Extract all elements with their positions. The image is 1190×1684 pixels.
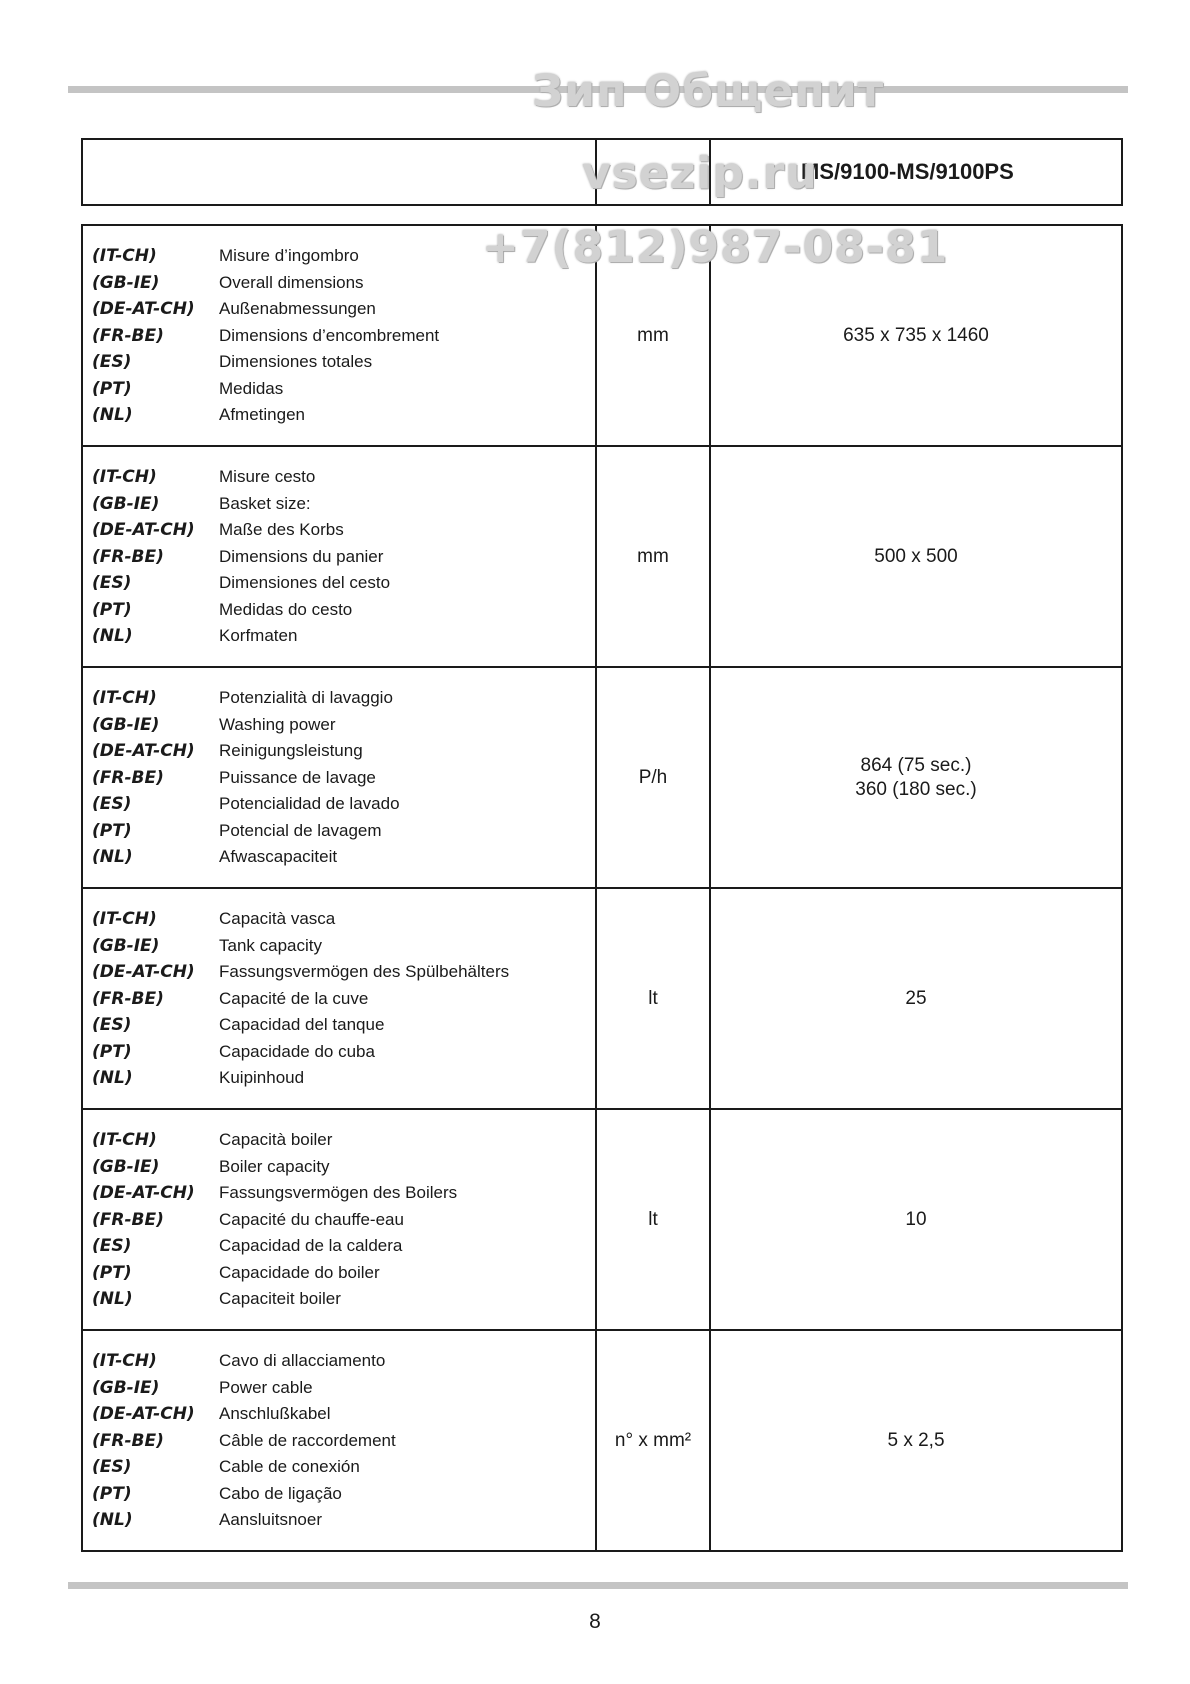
spec-label: Capacità vasca xyxy=(219,909,336,928)
language-code: (FR-BE) xyxy=(92,546,164,567)
language-code: (NL) xyxy=(92,1289,133,1309)
spec-value-cell xyxy=(710,888,1122,1109)
spec-label: Câble de raccordement xyxy=(219,1430,396,1450)
label-line xyxy=(92,1153,595,1180)
label-line xyxy=(92,985,595,1012)
spec-label: Tank capacity xyxy=(219,935,322,955)
label-line xyxy=(92,490,595,517)
label-line xyxy=(92,906,595,933)
language-code: (PT) xyxy=(92,599,132,620)
label-line xyxy=(92,817,595,844)
spec-labels xyxy=(82,446,596,667)
spec-row xyxy=(82,1330,1122,1551)
spec-label: Dimensiones del cesto xyxy=(219,573,391,592)
spec-label: Anschlußkabel xyxy=(219,1404,331,1423)
label-line xyxy=(92,764,595,791)
label-line xyxy=(92,791,595,818)
language-code: (FR-BE) xyxy=(92,1209,164,1230)
spec-label: Misure d’ingombro xyxy=(219,246,359,265)
language-code: (GB-IE) xyxy=(92,935,160,956)
label-line xyxy=(92,322,595,349)
label-line xyxy=(92,543,595,570)
spec-label: Capacité du chauffe-eau xyxy=(219,1209,404,1229)
spec-labels xyxy=(82,1330,596,1551)
language-code: (ES) xyxy=(92,794,132,814)
spec-labels xyxy=(82,1109,596,1330)
label-line xyxy=(92,1206,595,1233)
bottom-rule xyxy=(68,1582,1128,1589)
language-code: (ES) xyxy=(92,573,132,593)
label-line xyxy=(92,711,595,738)
spec-value-cell xyxy=(710,667,1122,888)
spec-label: Washing power xyxy=(219,714,336,734)
label-line xyxy=(92,1180,595,1207)
language-code: (PT) xyxy=(92,378,132,399)
label-line xyxy=(92,623,595,650)
spec-label: Boiler capacity xyxy=(219,1156,330,1176)
label-line xyxy=(92,932,595,959)
spec-label: Capacité de la cuve xyxy=(219,988,369,1008)
language-code: (ES) xyxy=(92,352,132,372)
spec-value: 864 (75 sec.) xyxy=(860,754,972,776)
label-line xyxy=(92,375,595,402)
spec-unit: n° x mm² xyxy=(596,1330,710,1551)
label-line xyxy=(92,1427,595,1454)
label-line xyxy=(92,738,595,765)
spec-label: Dimensions du panier xyxy=(219,546,384,566)
language-code: (NL) xyxy=(92,1068,133,1088)
language-code: (DE-AT-CH) xyxy=(92,962,195,982)
spec-label: Power cable xyxy=(219,1377,313,1397)
label-line xyxy=(92,844,595,871)
spec-label: Fassungsvermögen des Spülbehälters xyxy=(219,962,510,981)
header-empty-cell xyxy=(82,139,596,205)
label-line xyxy=(92,1454,595,1481)
language-code: (ES) xyxy=(92,1015,132,1035)
spec-value-cell xyxy=(710,446,1122,667)
language-code: (NL) xyxy=(92,626,133,646)
spec-value: 500 x 500 xyxy=(874,545,958,567)
spec-label: Afwascapaciteit xyxy=(219,847,338,866)
spec-row xyxy=(82,888,1122,1109)
spec-value: 25 xyxy=(905,987,927,1009)
spec-value: 5 x 2,5 xyxy=(887,1429,945,1451)
language-code: (GB-IE) xyxy=(92,272,160,293)
label-line xyxy=(92,1286,595,1313)
label-line xyxy=(92,959,595,986)
spec-label: Potencial de lavagem xyxy=(219,820,382,840)
watermark-line-1: Зип Общепит xyxy=(532,66,885,117)
label-line xyxy=(92,517,595,544)
label-line xyxy=(92,1480,595,1507)
label-line xyxy=(92,685,595,712)
spec-unit: mm xyxy=(596,446,710,667)
language-code: (PT) xyxy=(92,1262,132,1283)
language-code: (NL) xyxy=(92,1510,133,1530)
spec-value: 10 xyxy=(905,1208,927,1230)
watermark-line-2: vsezip.ru xyxy=(582,148,818,199)
spec-label: Kuipinhoud xyxy=(219,1068,305,1087)
specs-table xyxy=(81,224,1123,1552)
label-line xyxy=(92,349,595,376)
spec-label: Afmetingen xyxy=(219,405,305,424)
spec-label: Potenzialità di lavaggio xyxy=(219,688,393,707)
language-code: (DE-AT-CH) xyxy=(92,299,195,319)
spec-value-cell xyxy=(710,1330,1122,1551)
spec-row xyxy=(82,667,1122,888)
language-code: (NL) xyxy=(92,847,133,867)
label-line xyxy=(92,269,595,296)
spec-labels xyxy=(82,888,596,1109)
page-number: 8 xyxy=(589,1610,601,1633)
spec-label: Cavo di allacciamento xyxy=(219,1351,386,1370)
spec-label: Aansluitsnoer xyxy=(219,1510,323,1529)
spec-unit: P/h xyxy=(596,667,710,888)
language-code: (IT-CH) xyxy=(92,246,157,266)
spec-label: Capacidade do cuba xyxy=(219,1041,375,1061)
spec-label: Capacidade do boiler xyxy=(219,1262,380,1282)
spec-labels xyxy=(82,667,596,888)
spec-unit: lt xyxy=(596,1109,710,1330)
specs-table-body xyxy=(82,225,1122,1551)
spec-label: Capacità boiler xyxy=(219,1130,333,1149)
spec-label: Overall dimensions xyxy=(219,272,364,292)
spec-value: 360 (180 sec.) xyxy=(855,778,977,800)
language-code: (IT-CH) xyxy=(92,1130,157,1150)
label-line xyxy=(92,402,595,429)
language-code: (DE-AT-CH) xyxy=(92,1183,195,1203)
label-line xyxy=(92,570,595,597)
spec-unit: mm xyxy=(596,225,710,446)
language-code: (DE-AT-CH) xyxy=(92,1404,195,1424)
spec-value-cell xyxy=(710,1109,1122,1330)
label-line xyxy=(92,1065,595,1092)
language-code: (DE-AT-CH) xyxy=(92,741,195,761)
language-code: (FR-BE) xyxy=(92,767,164,788)
label-line xyxy=(92,1507,595,1534)
label-line xyxy=(92,1348,595,1375)
label-line xyxy=(92,1374,595,1401)
spec-label: Korfmaten xyxy=(219,626,298,645)
label-line xyxy=(92,1127,595,1154)
spec-label: Misure cesto xyxy=(219,467,316,486)
language-code: (GB-IE) xyxy=(92,493,160,514)
language-code: (GB-IE) xyxy=(92,1156,160,1177)
label-line xyxy=(92,596,595,623)
label-line xyxy=(92,1038,595,1065)
language-code: (IT-CH) xyxy=(92,688,157,708)
spec-label: Dimensiones totales xyxy=(219,352,373,371)
language-code: (ES) xyxy=(92,1236,132,1256)
spec-label: Außenabmessungen xyxy=(219,299,376,318)
spec-label: Capacidad del tanque xyxy=(219,1015,385,1034)
language-code: (ES) xyxy=(92,1457,132,1477)
spec-label: Cabo de ligação xyxy=(219,1483,342,1503)
language-code: (GB-IE) xyxy=(92,1377,160,1398)
spec-label: Cable de conexión xyxy=(219,1457,360,1476)
language-code: (NL) xyxy=(92,405,133,425)
spec-label: Capacidad de la caldera xyxy=(219,1236,403,1255)
label-line xyxy=(92,464,595,491)
label-line xyxy=(92,1401,595,1428)
spec-label: Potencialidad de lavado xyxy=(219,794,400,813)
language-code: (IT-CH) xyxy=(92,909,157,929)
label-line xyxy=(92,296,595,323)
spec-label: Puissance de lavage xyxy=(219,767,376,787)
spec-label: Fassungsvermögen des Boilers xyxy=(219,1183,458,1202)
language-code: (DE-AT-CH) xyxy=(92,520,195,540)
language-code: (FR-BE) xyxy=(92,988,164,1009)
spec-label: Medidas do cesto xyxy=(219,599,353,619)
model-name: MS/9100-MS/9100PS xyxy=(710,139,1122,205)
language-code: (GB-IE) xyxy=(92,714,160,735)
language-code: (PT) xyxy=(92,820,132,841)
language-code: (PT) xyxy=(92,1483,132,1504)
spec-row xyxy=(82,446,1122,667)
language-code: (FR-BE) xyxy=(92,325,164,346)
spec-label: Basket size: xyxy=(219,493,311,513)
spec-value: 635 x 735 x 1460 xyxy=(843,324,989,346)
spec-row xyxy=(82,1109,1122,1330)
spec-label: Dimensions d’encombrement xyxy=(219,325,440,345)
label-line xyxy=(92,1233,595,1260)
spec-label: Medidas xyxy=(219,378,284,398)
language-code: (PT) xyxy=(92,1041,132,1062)
label-line xyxy=(92,1012,595,1039)
watermark-line-3: +7(812)987-08-81 xyxy=(482,222,949,273)
language-code: (IT-CH) xyxy=(92,1351,157,1371)
language-code: (FR-BE) xyxy=(92,1430,164,1451)
spec-label: Maße des Korbs xyxy=(219,520,344,539)
spec-label: Reinigungsleistung xyxy=(219,741,363,760)
language-code: (IT-CH) xyxy=(92,467,157,487)
spec-label: Capaciteit boiler xyxy=(219,1289,341,1308)
spec-unit: lt xyxy=(596,888,710,1109)
label-line xyxy=(92,1259,595,1286)
